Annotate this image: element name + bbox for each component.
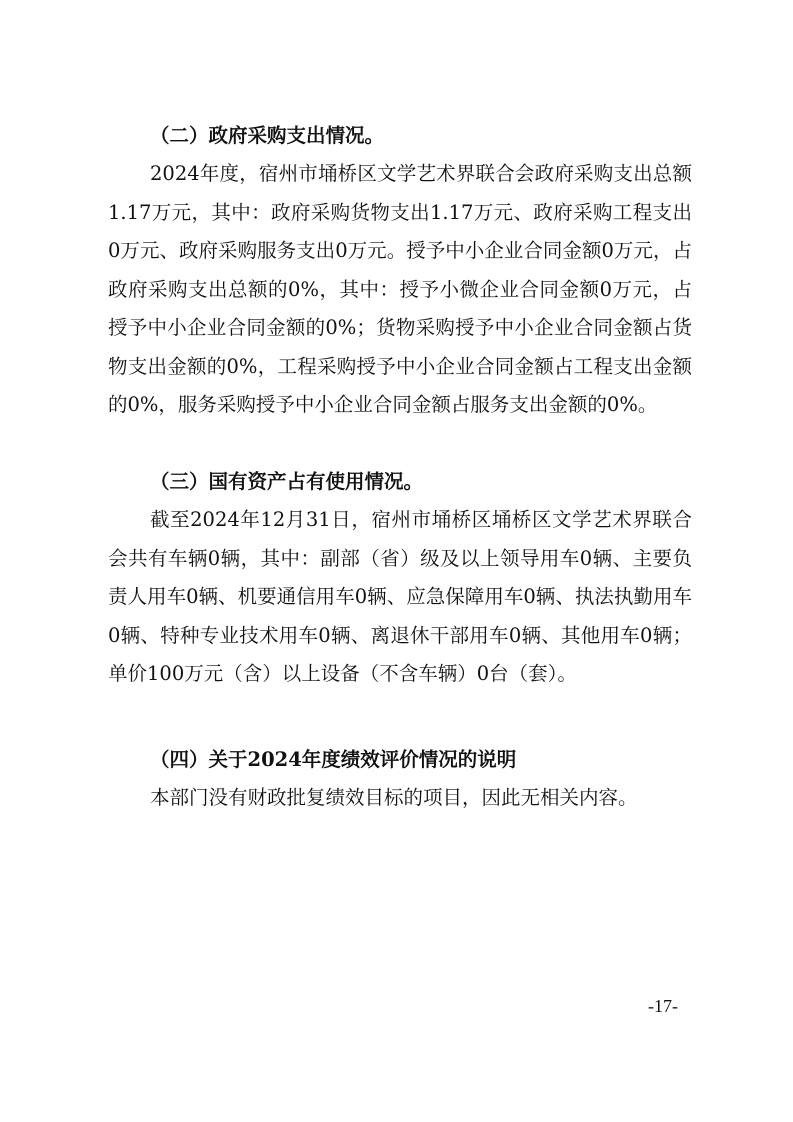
section-heading: （三）国有资产占有使用情况。 (150, 470, 424, 493)
section-heading: （四）关于2024年度绩效评价情况的说明 (150, 748, 517, 771)
section-heading: （二）政府采购支出情况。 (150, 124, 385, 147)
section-state-assets (108, 463, 692, 694)
section-government-procurement (108, 117, 692, 425)
page-number: -17- (648, 996, 678, 1016)
section-performance-evaluation (108, 741, 692, 818)
section-paragraph: 2024年度，宿州市埇桥区文学艺术界联合会政府采购支出总额1.17万元，其中：政府采购货物支出1.17万元、政府采购工程支出0万元、政府采购服务支出0万元。授予中小企业合同金额0万元，占政府采购支出总额的0%，其中：授予小微企业合同金额0万元，占授予中小企业合同金额的0%；货物采购授予中小企业合同金额占货物支出金额的0%，工程采购授予中小企业合同金额占工程支出金额的0%，服务采购授予中小企业合同金额占服务支出金额的0%。 (108, 162, 692, 416)
section-paragraph: 截至2024年12月31日，宿州市埇桥区埇桥区文学艺术界联合会共有车辆0辆，其中：副部（省）级及以上领导用车0辆、主要负责人用车0辆、机要通信用车0辆、应急保障用车0辆、执法执勤用车0辆、特种专业技术用车0辆、离退休干部用车0辆、其他用车0辆；单价100万元（含）以上设备（不含车辆）0台（套）。 (108, 508, 692, 685)
section-paragraph: 本部门没有财政批复绩效目标的项目，因此无相关内容。 (150, 786, 638, 809)
